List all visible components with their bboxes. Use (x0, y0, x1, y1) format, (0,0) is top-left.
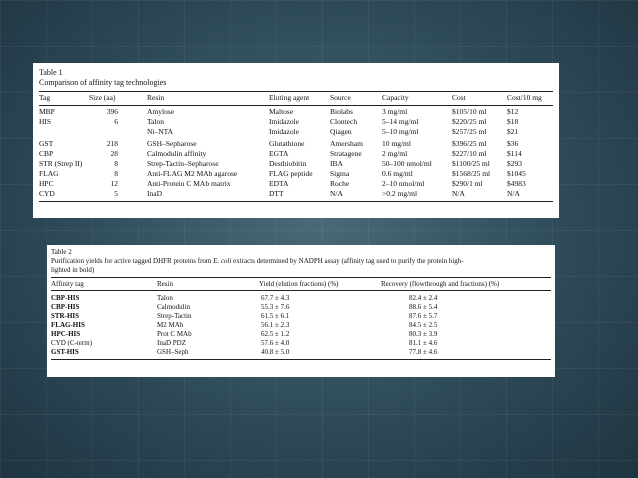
table1-header-cell: Cost/10 mg (507, 93, 542, 102)
table1-cell: $114 (507, 149, 522, 158)
table1-cell: 50–100 nmol/ml (382, 159, 432, 168)
table1-cell: $36 (507, 139, 519, 148)
table1-cell: $396/25 ml (452, 139, 487, 148)
table2-title-text: Purification yields for active tagged DHFR proteins from (51, 257, 214, 265)
table1-cell: 3 mg/ml (382, 107, 408, 116)
table1-row (33, 139, 559, 149)
table1-row (33, 189, 559, 199)
table1-cell: $21 (507, 127, 519, 136)
table2-top-rule (51, 277, 551, 278)
table2-cell: HPC-HIS (51, 330, 81, 338)
table2-label: Table 2 (51, 248, 72, 256)
table1-row (33, 117, 559, 127)
table2-header-row (47, 279, 555, 289)
table2-cell: Prot C MAb (157, 330, 192, 338)
table2-title-text: extracts determined by NADPH assay (affinity tag used to purify the protein high- (231, 257, 464, 265)
table2-cell: InaD PDZ (157, 339, 186, 347)
table1-cell: 5–14 mg/ml (382, 117, 419, 126)
table1-cell: Imidazole (269, 117, 299, 126)
table1-cell: Calmodulin affinity (147, 149, 207, 158)
table1-panel (33, 63, 559, 218)
table1-header-cell: Resin (147, 93, 165, 102)
table1-cell: Amersham (330, 139, 363, 148)
table1-cell: N/A (507, 189, 520, 198)
table1-cell: 0.6 mg/ml (382, 169, 413, 178)
table2-header-cell: Resin (157, 280, 173, 288)
table1-label: Table 1 (39, 68, 63, 77)
table2-cell: M2 MAb (157, 321, 184, 329)
table1-cell: $4983 (507, 179, 526, 188)
table2-title-line2: lighted in bold) (51, 266, 95, 274)
table1-cell: Anti-Protein C MAb matrix (147, 179, 231, 188)
table1-cell: CBP (39, 149, 54, 158)
table2-cell: 77.8 ± 4.6 (409, 348, 438, 356)
table1-cell: N/A (452, 189, 465, 198)
table2-cell: 40.8 ± 5.0 (261, 348, 290, 356)
table1-cell: FLAG peptide (269, 169, 313, 178)
table1-row (33, 127, 559, 137)
table2-cell: 62.5 ± 1.2 (261, 330, 290, 338)
table2-title-line1 (51, 257, 464, 266)
table1-cell: CYD (39, 189, 55, 198)
table1-cell: STR (Strep II) (39, 159, 83, 168)
table1-cell: $293 (507, 159, 522, 168)
table1-cell: 2–10 nmol/ml (382, 179, 425, 188)
table1-header-cell: Eluting agent (269, 93, 310, 102)
table1-cell: Desthiobitin (269, 159, 307, 168)
table1-cell: 396 (106, 107, 118, 116)
table2-header-cell: Affinity tag (51, 280, 84, 288)
table2-cell: Strep-Tactin (157, 312, 192, 320)
table2-cell: Talon (157, 294, 173, 302)
table2-title-italic: E. coli (213, 257, 232, 265)
table2-header-cell: Recovery (flowthrough and fractions) (%) (381, 280, 500, 288)
table2-cell: 82.4 ± 2.4 (409, 294, 438, 302)
table1-cell: Glutathione (269, 139, 305, 148)
table2-row (47, 347, 555, 357)
table1-cell: EGTA (269, 149, 289, 158)
table1-cell: Strep-Tactin–Sepharose (147, 159, 219, 168)
table1-header-cell: Size (aa) (89, 93, 116, 102)
table1-cell: Ni–NTA (147, 127, 174, 136)
table1-cell: 6 (114, 117, 118, 126)
table1-cell: HIS (39, 117, 52, 126)
table1-cell: GSH–Sepharose (147, 139, 197, 148)
table1-cell: $1100/25 ml (452, 159, 490, 168)
table1-cell: 5–10 mg/ml (382, 127, 419, 136)
table1-cell: Amylose (147, 107, 175, 116)
table1-cell: $12 (507, 107, 519, 116)
table2-cell: 55.3 ± 7.6 (261, 303, 290, 311)
table1-row (33, 169, 559, 179)
table2-cell: CYD (C-term) (51, 339, 93, 347)
table1-row (33, 107, 559, 117)
table1-cell: Sigma (330, 169, 350, 178)
table1-cell: 2 mg/ml (382, 149, 408, 158)
table2-cell: 87.6 ± 5.7 (409, 312, 438, 320)
table1-header-cell: Source (330, 93, 351, 102)
table1-cell: InaD (147, 189, 162, 198)
table1-cell: IBA (330, 159, 343, 168)
table1-cell: $105/10 ml (452, 107, 487, 116)
table1-cell: 28 (110, 149, 118, 158)
table1-cell: $290/1 ml (452, 179, 483, 188)
table2-cell: STR-HIS (51, 312, 80, 320)
table2-cell: GST-HIS (51, 348, 79, 356)
table1-cell: DTT (269, 189, 284, 198)
table2-cell: CBP-HIS (51, 294, 80, 302)
table2-cell: 57.6 ± 4.0 (261, 339, 290, 347)
table2-cell: 80.3 ± 3.9 (409, 330, 438, 338)
table1-cell: $257/25 ml (452, 127, 487, 136)
table1-top-rule (39, 91, 553, 92)
table2-cell: 61.5 ± 6.1 (261, 312, 290, 320)
table1-cell: $227/10 ml (452, 149, 487, 158)
table1-row (33, 179, 559, 189)
table1-cell: Anti-FLAG M2 MAb agarose (147, 169, 238, 178)
table1-cell: $1045 (507, 169, 526, 178)
table1-header-cell: Cost (452, 93, 466, 102)
table2-cell: CBP-HIS (51, 303, 80, 311)
table1-header-cell: Capacity (382, 93, 409, 102)
table2-header-cell: Yield (elution fractions) (%) (259, 280, 339, 288)
table1-cell: N/A (330, 189, 343, 198)
table1-cell: 218 (106, 139, 118, 148)
table2-panel (47, 245, 555, 377)
table1-cell: Talon (147, 117, 164, 126)
table1-cell: 5 (114, 189, 118, 198)
table1-cell: $220/25 ml (452, 117, 487, 126)
table1-cell: Clontech (330, 117, 358, 126)
table2-cell: 81.1 ± 4.6 (409, 339, 438, 347)
table1-cell: 12 (110, 179, 118, 188)
table1-cell: Maltose (269, 107, 294, 116)
table1-cell: MBP (39, 107, 55, 116)
table1-row (33, 149, 559, 159)
table2-cell: 84.5 ± 2.5 (409, 321, 438, 329)
table1-header-row (33, 93, 559, 103)
table1-title: Comparison of affinity tag technologies (39, 78, 167, 87)
table1-header-rule (39, 105, 553, 106)
table2-cell: FLAG-HIS (51, 321, 85, 329)
table1-cell: $18 (507, 117, 519, 126)
table1-cell: GST (39, 139, 54, 148)
table1-cell: 8 (114, 159, 118, 168)
table1-cell: Qiagen (330, 127, 352, 136)
table2-cell: 56.1 ± 2.3 (261, 321, 290, 329)
table1-bottom-rule (39, 201, 553, 202)
table1-cell: HPC (39, 179, 54, 188)
table2-cell: 67.7 ± 4.3 (261, 294, 290, 302)
table1-cell: Stratagene (330, 149, 362, 158)
table2-header-rule (51, 290, 551, 291)
table1-row (33, 159, 559, 169)
table1-header-cell: Tag (39, 93, 51, 102)
table1-cell: $1568/25 ml (452, 169, 491, 178)
table2-cell: 88.6 ± 5.4 (409, 303, 438, 311)
table1-cell: Biolabs (330, 107, 353, 116)
table1-cell: 10 mg/ml (382, 139, 411, 148)
table1-cell: FLAG (39, 169, 59, 178)
table1-cell: Roche (330, 179, 350, 188)
table1-cell: 8 (114, 169, 118, 178)
table2-cell: Calmodulin (157, 303, 191, 311)
table1-cell: EDTA (269, 179, 289, 188)
table1-cell: Imidazole (269, 127, 299, 136)
table2-cell: GSH–Seph (157, 348, 189, 356)
table1-cell: >0.2 mg/ml (382, 189, 418, 198)
table2-bottom-rule (51, 359, 551, 360)
